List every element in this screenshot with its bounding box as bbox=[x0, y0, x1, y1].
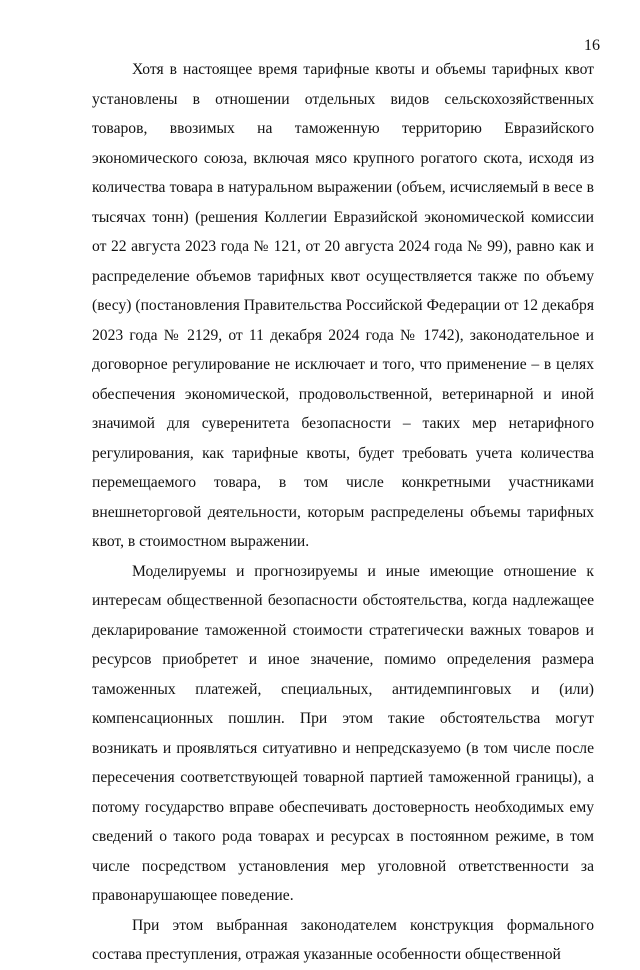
page-number: 16 bbox=[584, 37, 600, 54]
body-text bbox=[92, 55, 594, 970]
paragraph-formal-offense-construction: При этом выбранная законодателем конструкция формального состава преступления, отражая указанные особенности общественной bbox=[92, 916, 594, 963]
paragraph-tariff-quotas: Хотя в настоящее время тарифные квоты и объемы тарифных квот установлены в отношении отдельных видов сельскохозяйственных товаров, ввозимых на таможенную территорию Евразийского экономического союза, включая мясо крупного рогатого скота, исходя из количества товара в натуральном выражении (объем, исчисляемый в весе в тысячах тонн) (решения Коллегии Евразийской экономической комиссии от 22 августа 2023 года № 121, от 20 августа 2024 года № 99), равно как и распределение объемов тарифных квот осуществляется также по объему (весу) (постановления Правительства Российской Федерации от 12 декабря 2023 года № 2129, от 11 декабря 2024 года № 1742), законодательное и договорное регулирование не исключает и того, что применение – в целях обеспечения экономической, продовольственной, ветеринарной и иной значимой для суверенитета безопасности – таких мер нетарифного регулирования, как тарифные квоты, будет требовать учета количества перемещаемого товара, в том числе конкретными участниками внешнеторговой деятельности, которым распределены объемы тарифных квот, в стоимостном выражении. bbox=[92, 61, 594, 550]
paragraph-public-safety-circumstances: Моделируемы и прогнозируемы и иные имеющие отношение к интересам общественной безопасности обстоятельства, когда надлежащее декларирование таможенной стоимости стратегически важных товаров и ресурсов приобретет и иное значение, помимо определения размера таможенных платежей, специальных, антидемпинговых и (или) компенсационных пошлин. При этом такие обстоятельства могут возникать и проявляться ситуативно и непредсказуемо (в том числе после пересечения соответствующей товарной партией таможенной границы), а потому государство вправе обеспечивать достоверность необходимых ему сведений о такого рода товарах и ресурсах в постоянном режиме, в том числе посредством установления мер уголовной ответственности за правонарушающее поведение. bbox=[92, 562, 594, 904]
